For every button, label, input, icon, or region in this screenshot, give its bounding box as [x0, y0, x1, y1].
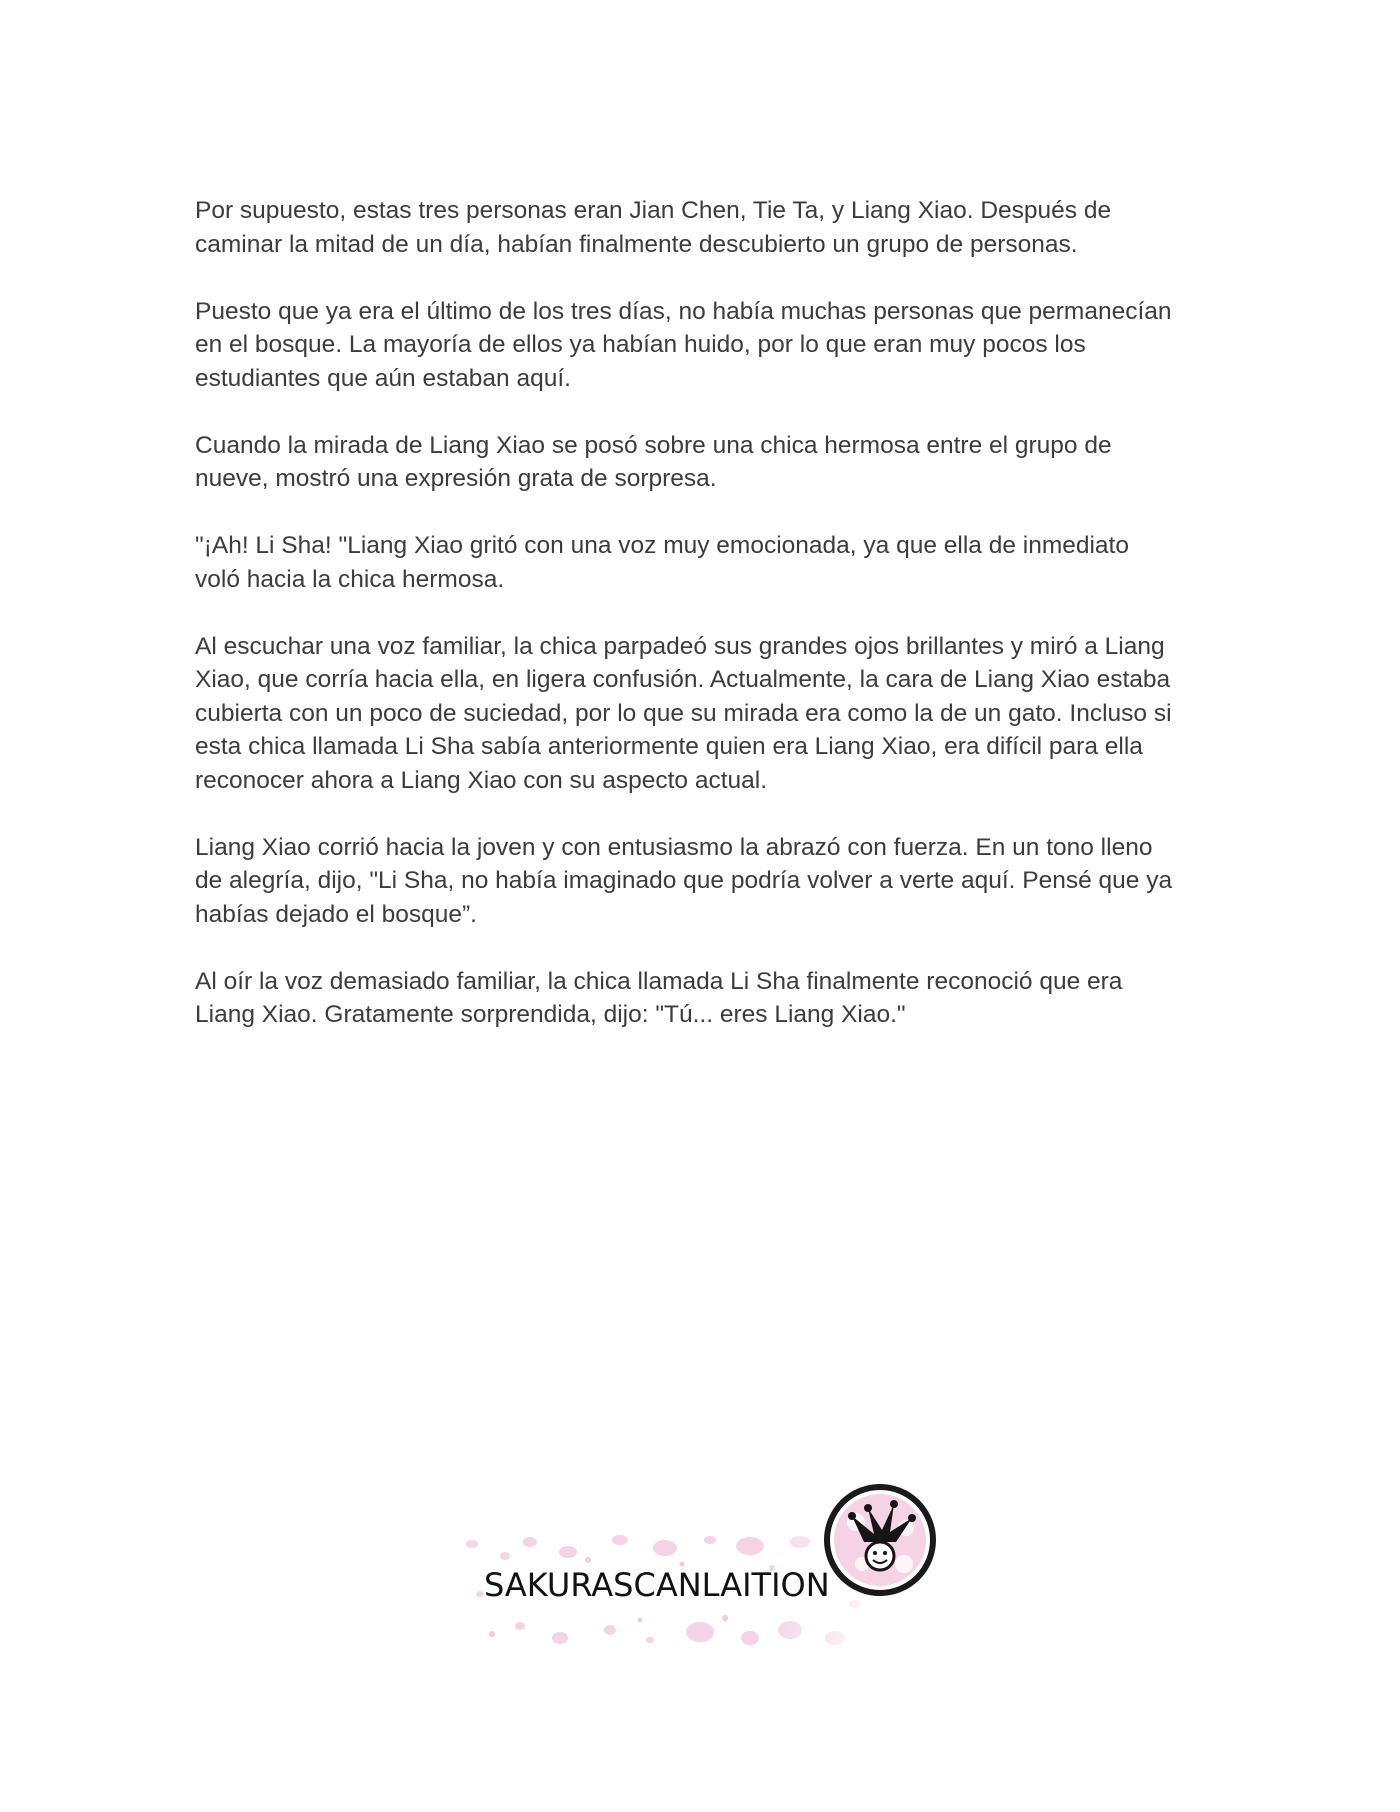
paragraph-7: Al oír la voz demasiado familiar, la chica llamada Li Sha finalmente reconoció que era Liang Xiao. Gratamente sorprendida, dijo: "Tú... eres Liang Xiao.": [195, 967, 1123, 1028]
paragraph-4: "¡Ah! Li Sha! "Liang Xiao gritó con una voz muy emocionada, ya que ella de inmediato voló hacia la chica hermosa.: [195, 532, 1129, 593]
scanlation-watermark: [460, 1482, 940, 1657]
paragraph-6: Liang Xiao corrió hacia la joven y con entusiasmo la abrazó con fuerza. En un tono lleno de alegría, dijo, "Li Sha, no había imaginado que podría volver a verte aquí. Pensé que ya habías dejado el bosque”.: [195, 833, 1173, 928]
paragraph-5: Al escuchar una voz familiar, la chica parpadeó sus grandes ojos brillantes y miró a Liang Xiao, que corría hacia ella, en ligera confusión. Actualmente, la cara de Liang Xiao estaba cubierta con un poco de suciedad, por lo que su mirada era como la de un gato. Incluso si esta chica llamada Li Sha sabía anteriormente quien era Liang Xiao, era difícil para ella reconocer ahora a Liang Xiao con su aspecto actual.: [195, 632, 1172, 794]
jester-hat-face-icon: [822, 1482, 938, 1598]
document-body: [195, 194, 1215, 1065]
paragraph-2: Puesto que ya era el último de los tres días, no había muchas personas que permanecían en el bosque. La mayoría de ellos ya habían huido, por lo que eran muy pocos los estudiantes que aún estaban aquí.: [195, 297, 1172, 392]
paragraph-1: Por supuesto, estas tres personas eran Jian Chen, Tie Ta, y Liang Xiao. Después de caminar la mitad de un día, habían finalmente descubierto un grupo de personas.: [195, 197, 1112, 258]
watermark-text: SAKURASCANLAITION: [484, 1566, 830, 1604]
paragraph-3: Cuando la mirada de Liang Xiao se posó sobre una chica hermosa entre el grupo de nueve, mostró una expresión grata de sorpresa.: [195, 431, 1112, 492]
